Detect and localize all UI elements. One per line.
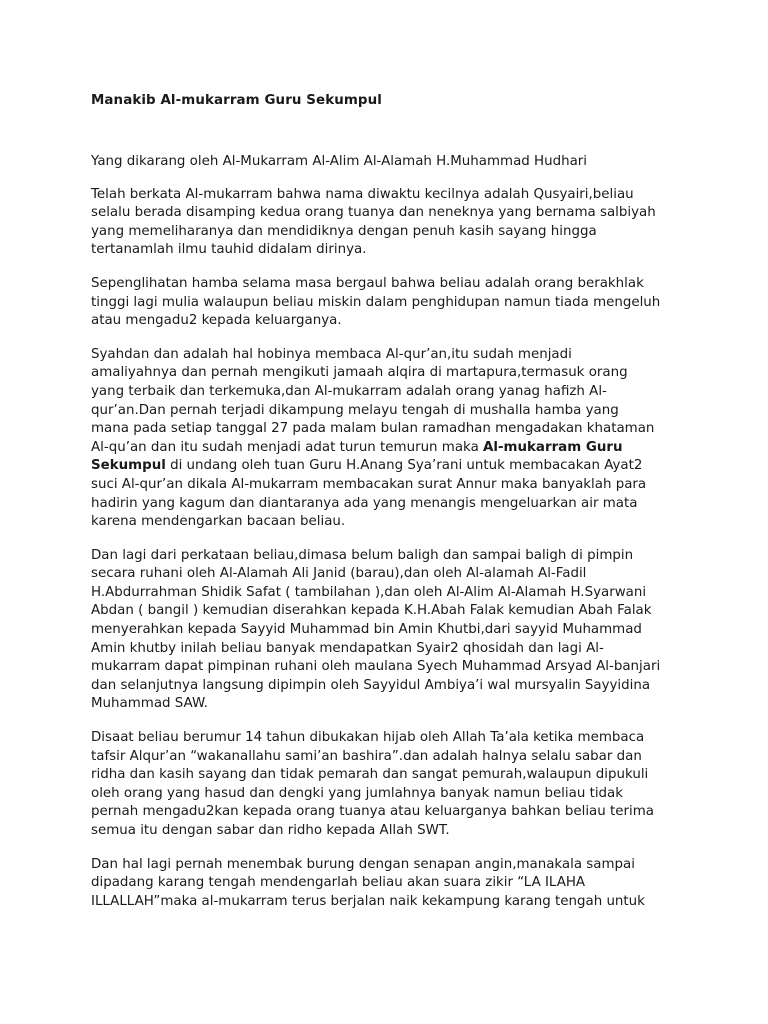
text-line: secara ruhani oleh Al-Alamah Ali Janid (barau),dan oleh Al-alamah Al-Fadil bbox=[91, 566, 587, 582]
document-title: Manakib Al-mukarram Guru Sekumpul bbox=[91, 93, 382, 108]
text-line: Dan lagi dari perkataan beliau,dimasa belum baligh dan sampai baligh di pimpin bbox=[91, 547, 634, 563]
paragraph-quran bbox=[91, 346, 691, 532]
text-line: qur’an.Dan pernah terjadi dikampung melayu tengah di mushalla hamba yang bbox=[91, 402, 619, 418]
text-line: karena mendengarkan bacaan beliau. bbox=[91, 514, 346, 530]
text-line: Telah berkata Al-mukarram bahwa nama diwaktu kecilnya adalah Qusyairi,beliau bbox=[91, 186, 634, 202]
text-line: pernah mengadu2kan kepada orang tuanya atau keluarganya bahkan beliau terima bbox=[91, 804, 654, 820]
text-line: dipadang karang tengah mendengarlah beliau akan suara zikir “LA ILAHA bbox=[91, 875, 586, 891]
text-line: tertanamlah ilmu tauhid didalam dirinya. bbox=[91, 242, 367, 258]
text-line: mana pada setiap tanggal 27 pada malam bulan ramadhan mengadakan khataman bbox=[91, 421, 655, 437]
paragraph-childhood bbox=[91, 186, 691, 260]
text-line: tafsir Alqur’an “wakanallahu sami’an bashira”.dan adalah halnya selalu sabar dan bbox=[91, 748, 642, 764]
paragraph-teachers bbox=[91, 547, 691, 714]
text-line: tinggi lagi mulia walaupun beliau miskin dalam penghidupan namun tiada mengeluh bbox=[91, 294, 661, 310]
document-page bbox=[91, 92, 691, 911]
paragraph-character bbox=[91, 275, 691, 331]
text-line: hadirin yang kagum dan diantaranya ada yang menangis mengeluarkan air mata bbox=[91, 495, 638, 511]
text-line: mukarram dapat pimpinan ruhani oleh maulana Syech Muhammad Arsyad Al-banjari bbox=[91, 659, 661, 675]
text-line bbox=[91, 457, 691, 476]
text-line: amaliyahnya dan pernah mengikuti jamaah alqira di martapura,termasuk orang bbox=[91, 365, 628, 381]
text-line: menyerahkan kepada Sayyid Muhammad bin Amin Khutbi,dari sayyid Muhammad bbox=[91, 622, 642, 638]
text-line: oleh orang yang hasud dan dengki yang jumlahnya banyak namun beliau tidak bbox=[91, 785, 624, 801]
bold-name: Sekumpul bbox=[91, 458, 166, 474]
author-line: Yang dikarang oleh Al-Mukarram Al-Alim Al-Alamah H.Muhammad Hudhari bbox=[91, 154, 588, 169]
text-line: ridha dan kasih sayang dan tidak pemarah dan sangat pemurah,walaupun dipukuli bbox=[91, 767, 649, 783]
text-line: Dan hal lagi pernah menembak burung dengan senapan angin,manakala sampai bbox=[91, 856, 635, 872]
text-line: Abdan ( bangil ) kemudian diserahkan kepada K.H.Abah Falak kemudian Abah Falak bbox=[91, 603, 652, 619]
text-line: yang memeliharanya dan mendidiknya dengan penuh kasih sayang hingga bbox=[91, 223, 597, 239]
text-line bbox=[91, 439, 691, 458]
text-line: Disaat beliau berumur 14 tahun dibukakan hijab oleh Allah Ta’ala ketika membaca bbox=[91, 730, 645, 746]
paragraph-age-fourteen bbox=[91, 729, 691, 841]
bold-name: Al-mukarram Guru bbox=[483, 439, 623, 455]
text-fragment: di undang oleh tuan Guru H.Anang Sya’rani untuk membacakan Ayat2 bbox=[165, 458, 643, 474]
text-line: H.Abdurrahman Shidik Safat ( tambilahan ),dan oleh Al-Alim Al-Alamah H.Syarwani bbox=[91, 584, 647, 600]
text-line: ILLALLAH”maka al-mukarram terus berjalan naik kekampung karang tengah untuk bbox=[91, 893, 645, 909]
text-line: suci Al-qur’an dikala Al-mukarram membacakan surat Annur maka banyaklah para bbox=[91, 476, 647, 492]
text-line: Sepenglihatan hamba selama masa bergaul bahwa beliau adalah orang berakhlak bbox=[91, 275, 644, 291]
text-fragment: Al-qu’an dan itu sudah menjadi adat turun temurun maka bbox=[91, 439, 484, 455]
text-line: dan selanjutnya langsung dipimpin oleh Sayyidul Ambiya’i wal mursyalin Sayyidina bbox=[91, 677, 651, 693]
text-line: semua itu dengan sabar dan ridho kepada Allah SWT. bbox=[91, 823, 450, 838]
text-line: Muhammad SAW. bbox=[91, 696, 208, 712]
paragraph-zikir bbox=[91, 856, 691, 912]
text-line: atau mengadu2 kepada keluarganya. bbox=[91, 313, 342, 329]
text-line: selalu berada disamping kedua orang tuanya dan neneknya yang bernama salbiyah bbox=[91, 205, 656, 221]
text-line: Syahdan dan adalah hal hobinya membaca Al-qur’an,itu sudah menjadi bbox=[91, 346, 572, 362]
text-line: yang terbaik dan terkemuka,dan Al-mukarram adalah orang yanag hafizh Al- bbox=[91, 383, 607, 399]
text-line: Amin khutby inilah beliau banyak mendapatkan Syair2 qhosidah dan lagi Al- bbox=[91, 640, 604, 656]
